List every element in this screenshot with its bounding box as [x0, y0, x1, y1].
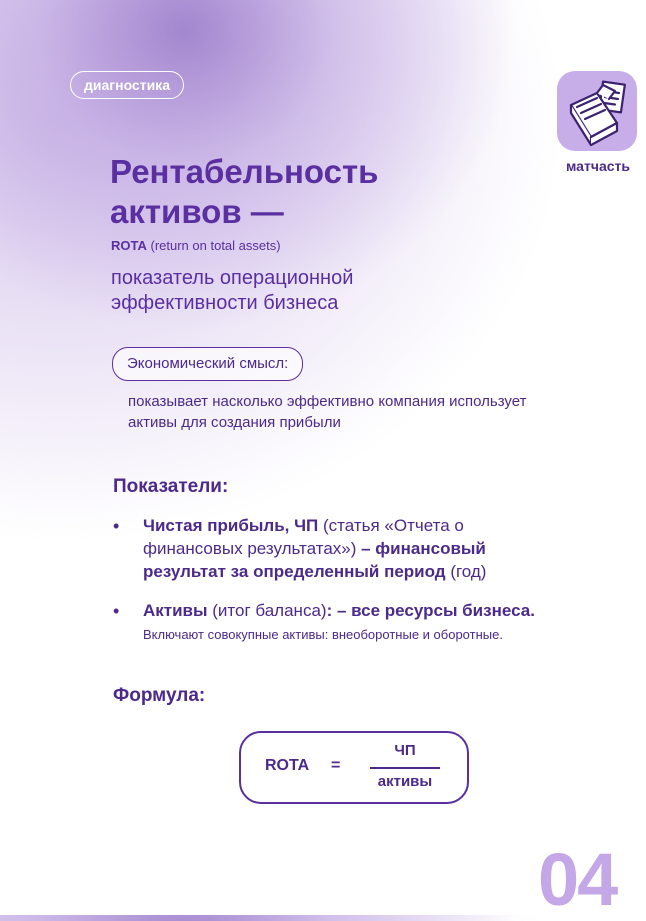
formula-numerator: ЧП — [394, 742, 416, 759]
indicator-1-source: (статья «Отчета о финансовых результатах») — [143, 516, 464, 558]
matchast-label: матчасть — [566, 158, 630, 174]
indicator-1-name: Чистая прибыль, ЧП — [143, 516, 319, 535]
rota-abbr: ROTA — [111, 238, 147, 253]
indicator-2-note: Включают совокупные активы: внеоборотные и оборотные. — [143, 627, 503, 642]
formula-denominator: активы — [377, 773, 433, 790]
indicator-1-period: (год) — [445, 562, 487, 581]
indicator-1-desc: – финансовый результат за определенный период — [143, 539, 486, 581]
book-notes-icon — [557, 71, 637, 151]
indicator-item-2 — [143, 599, 603, 622]
indicator-2-name: Активы — [143, 601, 208, 620]
section-tag: диагностика — [70, 71, 184, 99]
rota-abbreviation — [111, 238, 281, 253]
bullet-1: • — [113, 516, 120, 536]
formula-heading: Формула: — [113, 685, 206, 706]
rota-full: (return on total assets) — [150, 238, 281, 253]
formula-equals: = — [331, 757, 341, 774]
fraction-line — [370, 767, 440, 769]
subtitle: показатель операционной эффективности бизнеса — [111, 267, 354, 314]
formula-left: ROTA — [265, 757, 310, 774]
bullet-2: • — [113, 601, 120, 621]
indicator-item-1 — [143, 514, 563, 583]
indicator-2-desc: : – все ресурсы бизнеса. — [326, 601, 535, 620]
page-number: 04 — [538, 838, 617, 921]
economic-sense-label: Экономический смысл: — [112, 347, 303, 381]
economic-sense-text: показывает насколько эффективно компания использует активы для создания прибыли — [128, 393, 527, 431]
indicators-heading: Показатели: — [113, 476, 229, 497]
page-title: Рентабельность активов — — [110, 153, 379, 230]
indicator-2-source: (итог баланса) — [207, 601, 327, 620]
